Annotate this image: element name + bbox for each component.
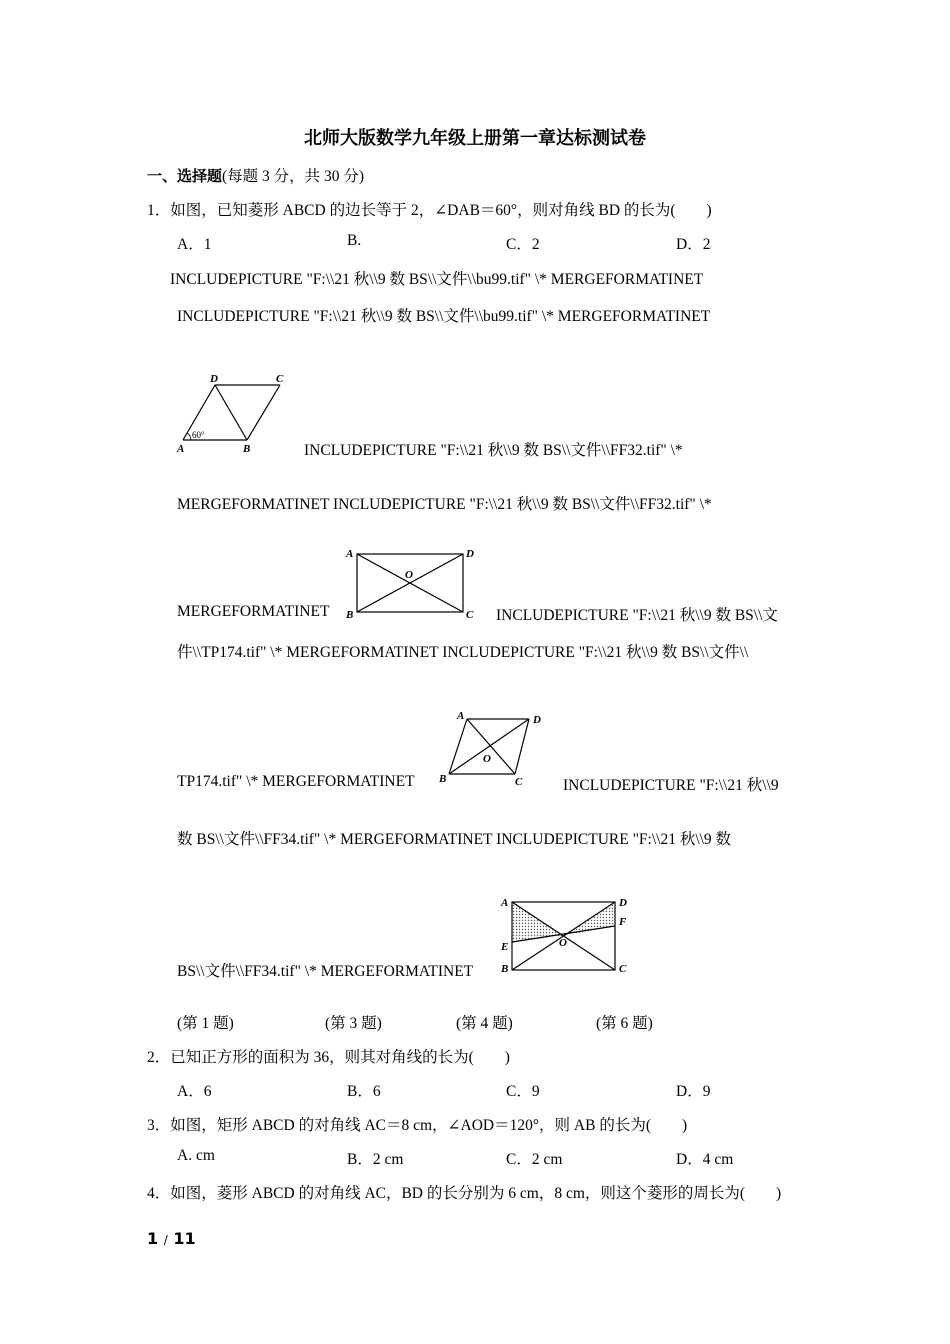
question-2-stem: 2．已知正方形的面积为 36，则其对角线的长为( ) xyxy=(147,1049,510,1066)
fig3-label-d: D xyxy=(466,548,474,560)
section-note: (每题 3 分，共 30 分) xyxy=(222,168,365,185)
fig4-label-b: B xyxy=(439,773,447,785)
fig6-label-b: B xyxy=(501,963,509,975)
fig4-label-a: A xyxy=(457,710,465,722)
include-field-line-7a: TP174.tif" \* MERGEFORMATINET xyxy=(177,773,415,790)
fig3-label-o: O xyxy=(405,569,413,581)
q2-option-c: C．9 xyxy=(506,1083,540,1100)
q2-option-d: D．9 xyxy=(676,1083,711,1100)
include-field-line-7b: INCLUDEPICTURE "F:\\21 秋\\9 xyxy=(563,777,779,794)
section-prefix: 一、选择题 xyxy=(147,167,223,185)
fig4-label-c: C xyxy=(515,776,523,788)
fig1-label-a: A xyxy=(177,443,185,455)
q1-option-a: A．1 xyxy=(177,236,212,253)
include-field-line-6: 件\\TP174.tif" \* MERGEFORMATINET INCLUDEPICTURE "F:\\21 秋\\9 数 BS\\文件\\ xyxy=(177,644,749,661)
question-3-stem: 3．如图，矩形 ABCD 的对角线 AC＝8 cm，∠AOD＝120°，则 AB 的长为( ) xyxy=(147,1117,688,1134)
q1-option-b: B. xyxy=(347,232,362,249)
fig6-label-f: F xyxy=(619,916,627,928)
q2-option-b: B．6 xyxy=(347,1083,381,1100)
page-total: 11 xyxy=(173,1229,196,1248)
fig4-label-o: O xyxy=(483,753,491,765)
include-field-line-9: BS\\文件\\FF34.tif" \* MERGEFORMATINET xyxy=(177,963,474,980)
include-field-line-5a: MERGEFORMATINET xyxy=(177,603,330,620)
include-field-line-5b: INCLUDEPICTURE "F:\\21 秋\\9 数 BS\\文 xyxy=(496,607,778,624)
question-1-stem: 1．如图，已知菱形 ABCD 的边长等于 2，∠DAB＝60°，则对角线 BD 的长为( ) xyxy=(147,202,712,219)
q3-option-b: B．2 cm xyxy=(347,1151,404,1168)
page-current: 1 xyxy=(147,1229,159,1248)
q3-option-d: D．4 cm xyxy=(676,1151,734,1168)
question-4-stem: 4．如图，菱形 ABCD 的对角线 AC，BD 的长分别为 6 cm，8 cm，则这个菱形的周长为( ) xyxy=(147,1185,782,1202)
fig3-label-a: A xyxy=(346,548,354,560)
q3-option-c: C．2 cm xyxy=(506,1151,563,1168)
fig6-label-a: A xyxy=(501,897,509,909)
fig1-angle-label: 60° xyxy=(192,430,205,440)
include-field-line-3: INCLUDEPICTURE "F:\\21 秋\\9 数 BS\\文件\\FF32.tif" \* xyxy=(304,442,683,459)
fig3-label-b: B xyxy=(346,609,354,621)
caption-q1: (第 1 题) xyxy=(177,1015,234,1032)
q1-option-c: C．2 xyxy=(506,236,540,253)
figure-4-rhombus xyxy=(436,708,551,790)
fig1-label-d: D xyxy=(210,373,218,385)
include-field-line-2: INCLUDEPICTURE "F:\\21 秋\\9 数 BS\\文件\\bu99.tif" \* MERGEFORMATINET xyxy=(177,308,711,325)
page-separator: / xyxy=(163,1233,168,1247)
fig6-label-d: D xyxy=(619,897,627,909)
fig6-label-c: C xyxy=(619,963,627,975)
q1-option-d: D．2 xyxy=(676,236,711,253)
caption-q4: (第 4 题) xyxy=(456,1015,513,1032)
include-field-line-8: 数 BS\\文件\\FF34.tif" \* MERGEFORMATINET INCLUDEPICTURE "F:\\21 秋\\9 数 xyxy=(177,831,732,848)
fig1-label-b: B xyxy=(243,443,251,455)
include-field-line-1: INCLUDEPICTURE "F:\\21 秋\\9 数 BS\\文件\\bu99.tif" \* MERGEFORMATINET xyxy=(170,271,704,288)
fig4-label-d: D xyxy=(533,714,541,726)
document-title: 北师大版数学九年级上册第一章达标测试卷 xyxy=(304,128,646,149)
section-heading xyxy=(147,164,364,186)
q3-option-a: A. cm xyxy=(177,1147,215,1164)
q2-option-a: A．6 xyxy=(177,1083,212,1100)
caption-q6: (第 6 题) xyxy=(596,1015,653,1032)
page-number xyxy=(147,1229,196,1248)
figure-1-rhombus xyxy=(170,370,295,458)
fig1-label-c: C xyxy=(276,373,284,385)
fig6-label-o: O xyxy=(559,937,567,949)
caption-q3: (第 3 题) xyxy=(325,1015,382,1032)
fig6-label-e: E xyxy=(501,941,509,953)
fig3-label-c: C xyxy=(466,609,474,621)
figure-6-rectangle-shaded xyxy=(497,892,637,978)
figure-3-rectangle xyxy=(343,544,483,622)
include-field-line-4: MERGEFORMATINET INCLUDEPICTURE "F:\\21 秋\\9 数 BS\\文件\\FF32.tif" \* xyxy=(177,496,712,513)
